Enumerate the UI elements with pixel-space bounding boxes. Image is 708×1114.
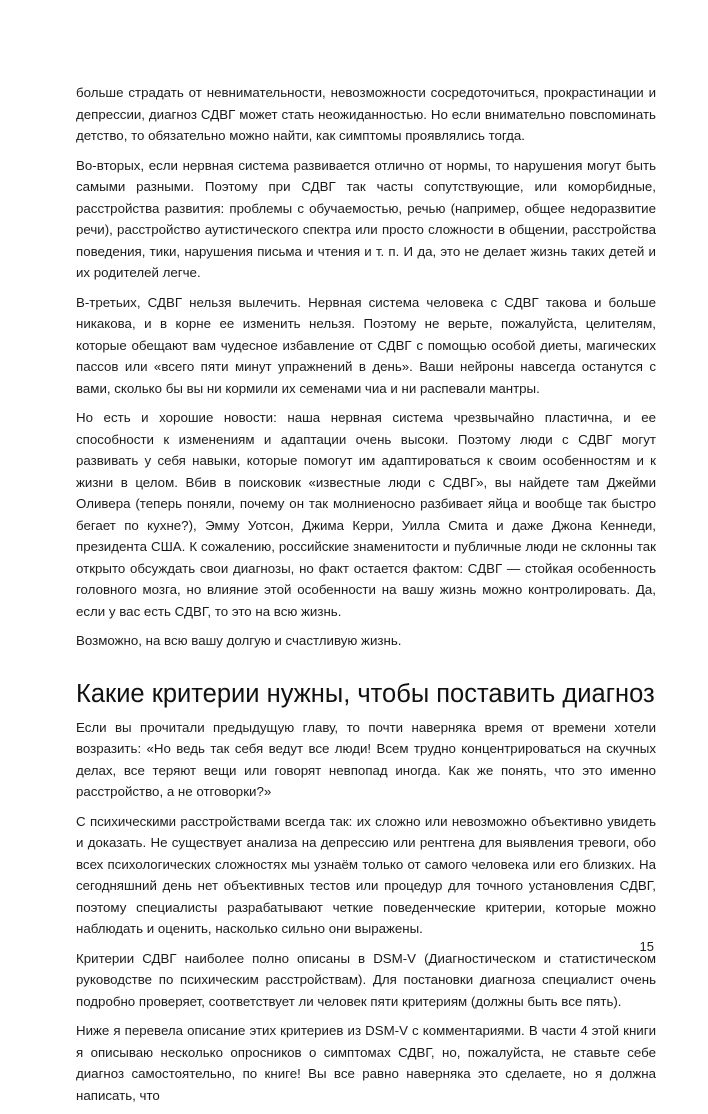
paragraph: Ниже я перевела описание этих критериев из DSM-V с комментариями. В части 4 этой книги я описываю несколько опросников о симптомах СДВГ, но, пожалуйста, не ставьте себе диагноз самостоятельно, по книге! Вы все равно наверняка это сделаете, но я должна написать, что <box>76 1023 656 1103</box>
paragraph: В-третьих, СДВГ нельзя вылечить. Нервная система человека с СДВГ такова и больше никакова, и в корне ее изменить нельзя. Поэтому не верьте, пожалуйста, целителям, которые обещают вам чудесное избавление от СДВГ с помощью особой диеты, магических пассов или «всего пяти минут упражнений в день». Ваши нейроны навсегда останутся с вами, сколько бы вы ни кормили их семенами чиа и ни распевали мантры. <box>76 294 656 396</box>
paragraph: Если вы прочитали предыдущую главу, то почти наверняка время от времени хотели возразить: «Но ведь так себя ведут все люди! Всем трудно концентрироваться на скучных делах, все теряют вещи или говорят невпопад иногда. Как же понять, что это именно расстройство, а не отговорки?» <box>76 719 656 799</box>
page-number: 15 <box>639 939 654 954</box>
paragraph: Во-вторых, если нервная система развивается отлично от нормы, то нарушения могут быть самыми разными. Поэтому при СДВГ так часты сопутствующие, или коморбидные, расстройства развития: проблемы с обучаемостью, речью (например, общее недоразвитие речи), расстройство аутистического спектра или просто сложности в общении, расстройства поведения, тики, нарушения письма и чтения и т. п. И да, это не делает жизнь таких детей и их родителей легче. <box>76 157 656 280</box>
paragraph: больше страдать от невнимательности, невозможности сосредоточиться, прокрастинации и депрессии, диагноз СДВГ может стать неожиданностью. Но если внимательно повспоминать детство, то обязательно можно найти, как симптомы проявлялись тогда. <box>76 85 656 143</box>
paragraph: Но есть и хорошие новости: наша нервная система чрезвычайно пластична, и ее способности к изменениям и адаптации очень высоки. Поэтому люди с СДВГ могут развивать у себя навыки, которые помогут им адаптироваться к своим особенностям и к жизни в целом. Вбив в поисковик «известные люди с СДВГ», вы найдете там Джейми Оливера (теперь поняли, почему он так молниеносно разбивает яйца и вообще так быстро бегает по кухне?), Эмму Уотсон, Джима Керри, Уилла Смита и даже Джона Кеннеди, президента США. К сожалению, российские знаменитости и публичные люди не склонны так открыто обсуждать свои диагнозы, но факт остается фактом: СДВГ — стойкая особенность головного мозга, но влияние этой особенности на вашу жизнь можно контролировать. Да, если у вас есть СДВГ, то это на всю жизнь. <box>76 410 656 619</box>
page-body <box>76 82 656 1114</box>
paragraph: Критерии СДВГ наиболее полно описаны в DSM-V (Диагностическом и статистическом руководстве по психическим расстройствам). Для постановки диагноза специалист очень подробно проверяет, соответствует ли человек пяти критериям (должны быть все пять). <box>76 950 656 1009</box>
paragraph: Возможно, на всю вашу долгую и счастливую жизнь. <box>76 633 402 648</box>
paragraph: С психическими расстройствами всегда так: их сложно или невозможно объективно увидеть и доказать. Не существует анализа на депрессию или рентгена для выявления тревоги, обо всех психологических сложностях мы узнаём только от самого человека или его близких. На сегодняшний день нет объективных тестов или процедур для точного установления СДВГ, поэтому специалисты разрабатывают четкие поведенческие критерии, которые можно наблюдать и оценить, насколько сильно они выражены. <box>76 813 656 936</box>
section-heading: Какие критерии нужны, чтобы поставить диагноз <box>76 679 655 708</box>
